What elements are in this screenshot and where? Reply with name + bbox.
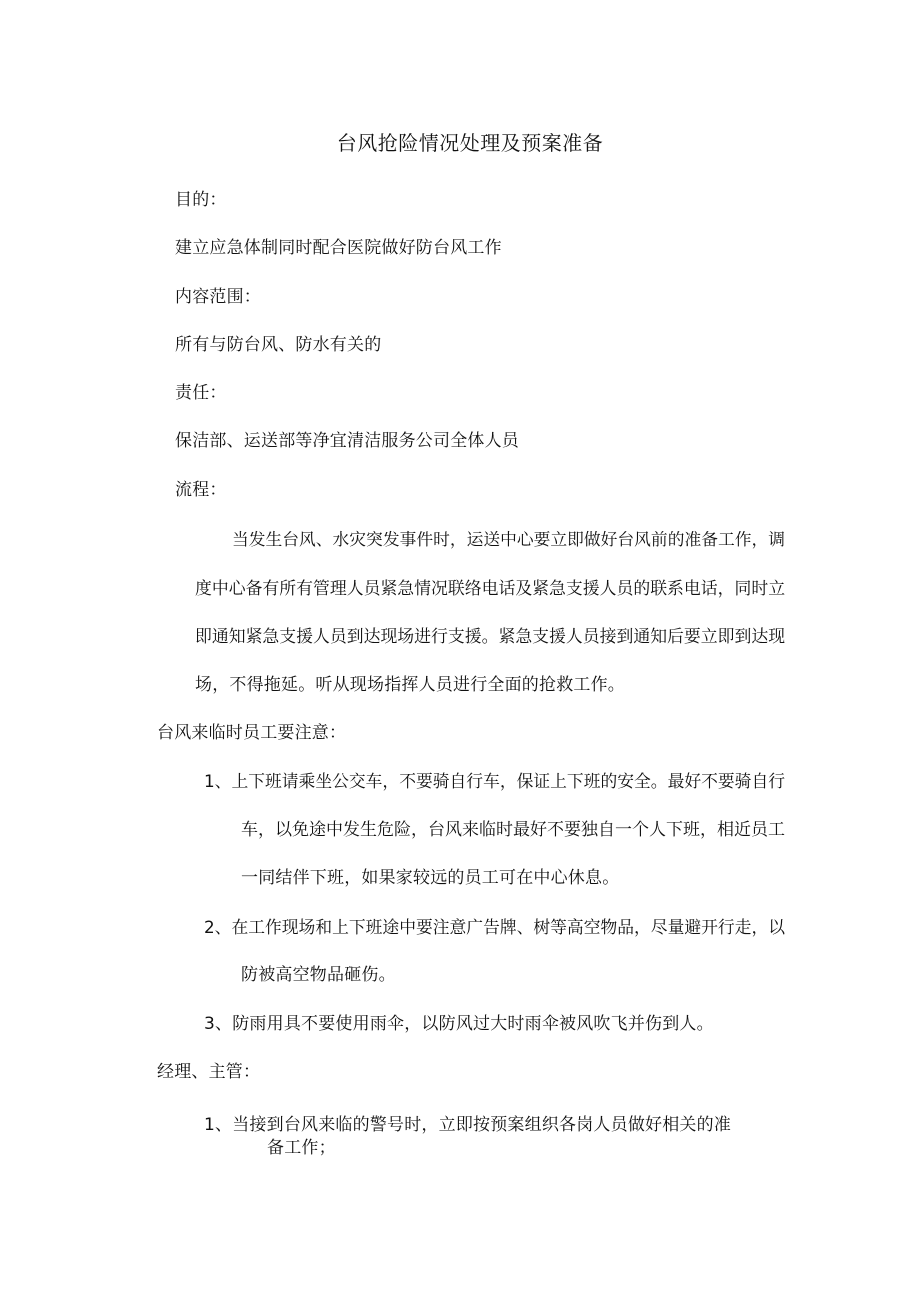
scope-text: 所有与防台风、防水有关的 — [175, 335, 382, 355]
manager-item-line: 1、当接到台风来临的警号时，立即按预案组织各岗人员做好相关的准 — [204, 1115, 732, 1135]
staff-item-line: 车，以免途中发生危险，台风来临时最好不要独自一个人下班，相近员工 — [241, 820, 785, 840]
staff-item-line: 2、在工作现场和上下班途中要注意广告牌、树等高空物品，尽量避开行走，以 — [204, 917, 785, 937]
purpose-text: 建立应急体制同时配合医院做好防台风工作 — [175, 238, 502, 258]
document-title: 台风抢险情况处理及预案准备 — [336, 131, 604, 155]
manager-heading: 经理、主管： — [157, 1062, 261, 1082]
staff-heading: 台风来临时员工要注意： — [157, 723, 347, 743]
staff-item-line: 防被高空物品砸伤。 — [241, 965, 396, 985]
process-paragraph-line: 度中心备有所有管理人员紧急情况联络电话及紧急支援人员的联系电话，同时立 — [195, 578, 786, 598]
process-paragraph-line: 即通知紧急支援人员到达现场进行支援。紧急支援人员接到通知后要立即到达现 — [195, 626, 786, 646]
responsibility-label: 责任： — [175, 383, 227, 403]
manager-item-line: 备工作； — [267, 1138, 336, 1158]
process-paragraph-line: 场，不得拖延。听从现场指挥人员进行全面的抢救工作。 — [195, 675, 625, 695]
process-label: 流程： — [175, 480, 227, 500]
staff-item-line: 1、上下班请乘坐公交车，不要骑自行车，保证上下班的安全。最好不要骑自行 — [204, 771, 785, 791]
responsibility-text: 保洁部、运送部等净宜清洁服务公司全体人员 — [175, 431, 519, 451]
scope-label: 内容范围： — [175, 287, 261, 307]
staff-item-line: 3、防雨用具不要使用雨伞，以防风过大时雨伞被风吹飞并伤到人。 — [204, 1014, 714, 1034]
purpose-label: 目的： — [175, 190, 227, 210]
staff-item-line: 一同结伴下班，如果家较远的员工可在中心休息。 — [241, 868, 620, 888]
process-paragraph-line: 当发生台风、水灾突发事件时，运送中心要立即做好台风前的准备工作，调 — [232, 529, 785, 549]
